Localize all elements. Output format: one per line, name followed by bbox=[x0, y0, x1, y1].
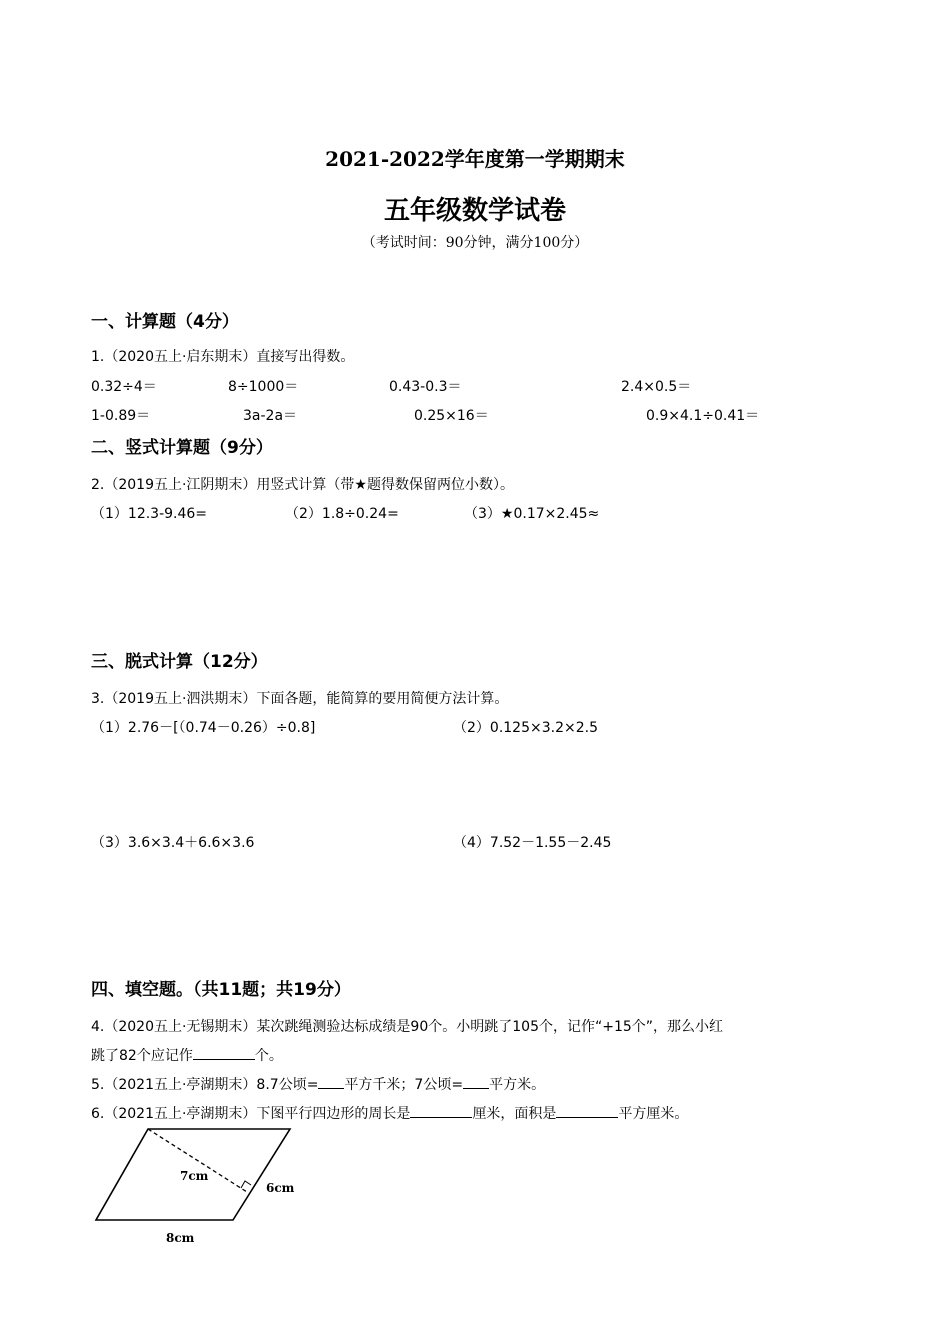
answer-blank[interactable] bbox=[193, 1045, 255, 1060]
vertical-calc-item: （2）1.8÷0.24= bbox=[285, 506, 399, 522]
step-calc-item: （1）2.76－[（0.74－0.26）÷0.8] bbox=[91, 720, 316, 736]
question-2: 2.（2019五上·江阴期末）用竖式计算（带★题得数保留两位小数）。 bbox=[91, 477, 514, 493]
right-angle-mark bbox=[241, 1181, 251, 1188]
section-1-heading: 一、计算题（4分） bbox=[91, 312, 239, 332]
calc-item: 0.9×4.1÷0.41＝ bbox=[646, 408, 760, 424]
year-title: 2021-2022学年度第一学期期末 bbox=[325, 147, 625, 171]
answer-blank[interactable] bbox=[318, 1074, 344, 1089]
q4-text-a: 跳了82个应记作 bbox=[91, 1048, 193, 1064]
question-4-line-1: 4.（2020五上·无锡期末）某次跳绳测验达标成绩是90个。小明跳了105个，记作“+15个”，那么小红 bbox=[91, 1019, 724, 1035]
calc-item: 3a-2a＝ bbox=[243, 408, 298, 424]
answer-blank[interactable] bbox=[556, 1103, 618, 1118]
step-calc-item: （2）0.125×3.2×2.5 bbox=[453, 720, 598, 736]
exam-title: 五年级数学试卷 bbox=[383, 196, 566, 226]
vertical-calc-item: （1）12.3-9.46= bbox=[91, 506, 208, 522]
exam-info: （考试时间：90分钟，满分100分） bbox=[361, 235, 589, 251]
calc-item: 0.32÷4＝ bbox=[91, 379, 157, 395]
calc-item: 0.43-0.3＝ bbox=[389, 379, 462, 395]
question-1: 1.（2020五上·启东期末）直接写出得数。 bbox=[91, 349, 355, 365]
height-label: 7cm bbox=[180, 1169, 209, 1183]
q6-text-b: 厘米，面积是 bbox=[472, 1106, 557, 1122]
question-5 bbox=[91, 1074, 545, 1094]
base-label: 8cm bbox=[166, 1231, 195, 1245]
section-2-heading: 二、竖式计算题（9分） bbox=[91, 438, 273, 458]
q6-text-c: 平方厘米。 bbox=[618, 1106, 689, 1122]
q5-text-b: 平方千米；7公顷= bbox=[344, 1077, 464, 1093]
answer-blank[interactable] bbox=[463, 1074, 489, 1089]
section-3-heading: 三、脱式计算（12分） bbox=[91, 652, 268, 672]
q5-text-c: 平方米。 bbox=[489, 1077, 546, 1093]
step-calc-item: （3）3.6×3.4＋6.6×3.6 bbox=[91, 835, 255, 851]
question-3: 3.（2019五上·泗洪期末）下面各题，能简算的要用简便方法计算。 bbox=[91, 691, 509, 707]
q6-text-a: 6.（2021五上·亭湖期末）下图平行四边形的周长是 bbox=[91, 1106, 411, 1122]
step-calc-item: （4）7.52－1.55－2.45 bbox=[453, 835, 612, 851]
parallelogram-figure bbox=[90, 1124, 310, 1252]
answer-blank[interactable] bbox=[410, 1103, 472, 1118]
q4-text-b: 个。 bbox=[254, 1048, 283, 1064]
q5-text-a: 5.（2021五上·亭湖期末）8.7公顷= bbox=[91, 1077, 319, 1093]
question-4-line-2 bbox=[91, 1045, 283, 1065]
vertical-calc-item: （3）★0.17×2.45≈ bbox=[464, 506, 600, 522]
section-4-heading: 四、填空题。（共11题；共19分） bbox=[91, 980, 351, 1000]
calc-item: 2.4×0.5＝ bbox=[621, 379, 692, 395]
side-label: 6cm bbox=[266, 1181, 295, 1195]
calc-item: 1-0.89＝ bbox=[91, 408, 151, 424]
calc-item: 0.25×16＝ bbox=[414, 408, 489, 424]
calc-item: 8÷1000＝ bbox=[228, 379, 299, 395]
question-6 bbox=[91, 1103, 688, 1123]
